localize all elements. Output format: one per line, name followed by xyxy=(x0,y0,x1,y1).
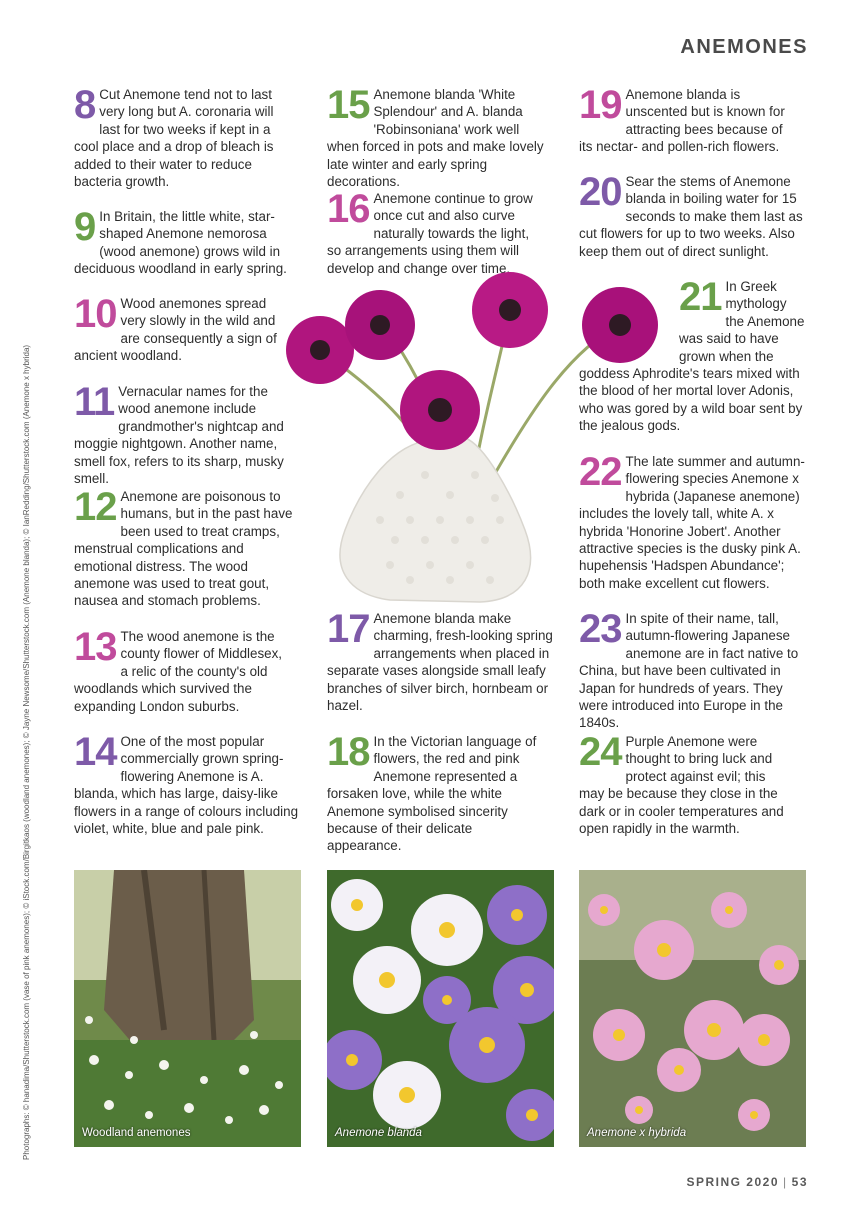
page-number: 53 xyxy=(791,1175,808,1189)
fact-text: Cut Anemone tend not to last very long but A. coronaria will last for two weeks if kept in a cool place and a drop of bleach is added to their water to reduce bacteria growth. xyxy=(74,87,274,190)
fact-20 xyxy=(579,170,807,260)
fact-text: Anemone blanda 'White Splendour' and A. blanda 'Robinsoniana' work well when forced in pots and make lovely late winter and early spring decorations. xyxy=(327,87,544,190)
fact-number: 9 xyxy=(74,205,96,249)
photo-caption: Anemone x hybrida xyxy=(587,1127,687,1139)
fact-number: 11 xyxy=(74,380,115,424)
fact-16 xyxy=(327,187,542,277)
photo-credits: Photographs: © hanadima/Shutterstock.com (vase of pink anemones); © iStock.com/Birgitkaos (woodland anemones); © Jayne Newsome/Shutterstock.com (Anemone blanda); © IanRedding/Shutterstock.com (Anemone x hybrida) xyxy=(22,344,31,1160)
fact-number: 18 xyxy=(327,730,370,774)
photo-anemone-blanda xyxy=(327,870,554,1147)
footer-separator: | xyxy=(783,1175,788,1189)
photo-caption: Woodland anemones xyxy=(82,1127,191,1139)
fact-text: Anemone blanda make charming, fresh-looking spring arrangements when placed in separate vases alongside small leafy branches of silver birch, hornbeam or hazel. xyxy=(327,611,553,714)
fact-number: 17 xyxy=(327,607,370,651)
fact-number: 15 xyxy=(327,83,370,127)
vase-of-anemones-image xyxy=(280,270,680,610)
fact-text: In the Victorian language of flowers, the red and pink Anemone represented a forsaken love, while the white Anemone symbolised sincerity because of their delicate appearance. xyxy=(327,734,537,854)
fact-10 xyxy=(74,292,284,365)
fact-text: Anemone continue to grow once cut and also curve naturally towards the light, so arrangements using them will develop and change over time. xyxy=(327,191,533,276)
fact-number: 21 xyxy=(679,275,722,319)
fact-text: The wood anemone is the county flower of Middlesex, a relic of the county's old woodlands which survived the expanding London suburbs. xyxy=(74,629,283,714)
fact-11 xyxy=(74,380,302,487)
fact-23 xyxy=(579,607,807,732)
fact-number: 14 xyxy=(74,730,117,774)
fact-13 xyxy=(74,625,289,715)
fact-text: Sear the stems of Anemone blanda in boiling water for 15 seconds to make them last as cut flowers for up to two weeks. Also keep them out of direct sunlight. xyxy=(579,174,803,259)
issue-label: SPRING 2020 xyxy=(686,1175,780,1189)
fact-18 xyxy=(327,730,547,855)
fact-17 xyxy=(327,607,555,714)
photo-woodland-anemones xyxy=(74,870,301,1147)
fact-19 xyxy=(579,83,791,156)
fact-14 xyxy=(74,730,302,837)
fact-text: In spite of their name, tall, autumn-flowering Japanese anemone are in fact native to China, but have been cultivated in Japan for hundreds of years. They were introduced into Europe in the 1840s. xyxy=(579,611,799,731)
fact-text: Anemone blanda is unscented but is known for attracting bees because of its nectar- and pollen-rich flowers. xyxy=(579,87,785,155)
fact-number: 10 xyxy=(74,292,117,336)
section-title: ANEMONES xyxy=(680,36,808,58)
fact-number: 16 xyxy=(327,187,370,231)
fact-number: 19 xyxy=(579,83,622,127)
woodland-anemones-image xyxy=(74,870,301,1147)
fact-15 xyxy=(327,83,555,190)
fact-number: 20 xyxy=(579,170,622,214)
fact-number: 8 xyxy=(74,83,96,127)
fact-text: In Britain, the little white, star-shaped Anemone nemorosa (wood anemone) grows wild in deciduous woodland in early spring. xyxy=(74,209,287,277)
fact-number: 12 xyxy=(74,485,117,529)
fact-9 xyxy=(74,205,304,278)
anemone-blanda-image xyxy=(327,870,554,1147)
photo-caption: Anemone blanda xyxy=(335,1127,422,1139)
fact-text: One of the most popular commercially grown spring-flowering Anemone is A. blanda, which has large, daisy-like flowers in a range of colours including violet, white, blue and pale pink. xyxy=(74,734,299,837)
fact-text: Purple Anemone were thought to bring luck and protect against evil; this may be because they close in the dark or in cooler temperatures and open rapidly in the warmth. xyxy=(579,734,784,837)
fact-text: Anemone are poisonous to humans, but in the past have been used to treat cramps, menstrual complications and emotional distress. The wood anemone was used to treat gout, nausea and stomach problems. xyxy=(74,489,293,609)
fact-24 xyxy=(579,730,794,837)
fact-text: Wood anemones spread very slowly in the wild and are consequently a sign of ancient woodland. xyxy=(74,296,277,364)
page-footer xyxy=(686,1175,808,1189)
fact-number: 24 xyxy=(579,730,622,774)
anemone-hybrida-image xyxy=(579,870,806,1147)
fact-text: Vernacular names for the wood anemone include grandmother's nightcap and moggie nightgown. Another name, smell fox, refers to its sharp, musky smell. xyxy=(74,384,284,487)
photo-anemone-hybrida xyxy=(579,870,806,1147)
fact-text: In Greek mythology the Anemone was said to have grown when the goddess Aphrodite's tears mixed with the blood of her mortal lover Adonis, who was gored by a wild boar sent by the jealous gods. xyxy=(579,279,805,434)
fact-number: 23 xyxy=(579,607,622,651)
fact-12 xyxy=(74,485,299,610)
fact-number: 22 xyxy=(579,450,622,494)
fact-8 xyxy=(74,83,294,190)
fact-number: 13 xyxy=(74,625,117,669)
fact-text: The late summer and autumn-flowering species Anemone x hybrida (Japanese anemone) includes the lovely tall, white A. x hybrida 'Honorine Jobert'. Another attractive species is the dusky pink A. hupehensis 'Hadspen Abundance'; both make excellent cut flowers. xyxy=(579,454,805,591)
